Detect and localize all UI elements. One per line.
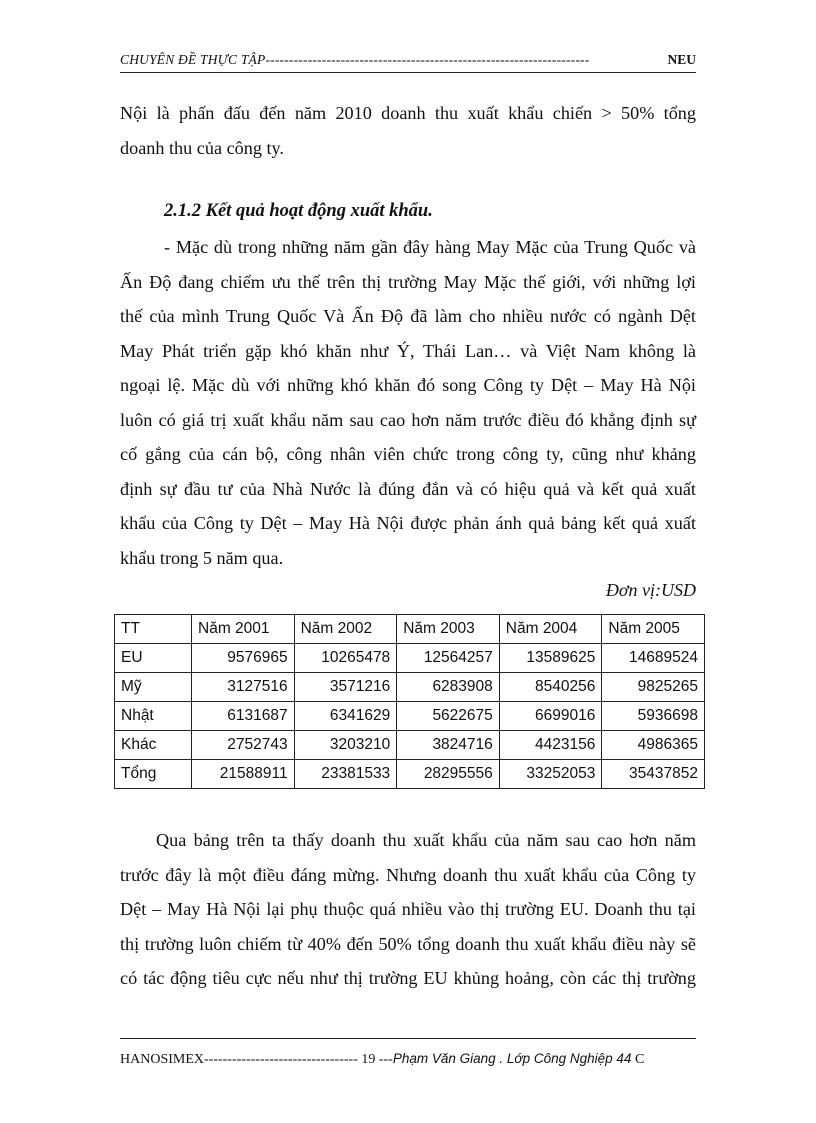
text-line: May Phát triển gặp khó khăn như Ý, Thái Lan… và Việt Nam không là bbox=[120, 340, 696, 361]
column-header: Năm 2005 bbox=[602, 615, 705, 644]
column-header: Năm 2001 bbox=[192, 615, 295, 644]
table-cell: 23381533 bbox=[294, 760, 397, 789]
column-header: TT bbox=[115, 615, 192, 644]
text-line: luôn có giá trị xuất khẩu năm sau cao hơn năm trước điều đó khẳng định sự bbox=[120, 409, 696, 430]
table-cell: 3203210 bbox=[294, 731, 397, 760]
intro-paragraph bbox=[120, 96, 696, 165]
table-cell: 4423156 bbox=[499, 731, 602, 760]
text-line: - Mặc dù trong những năm gần đây hàng May Mặc của Trung Quốc và bbox=[164, 237, 696, 257]
text-line: khẩu trong 5 năm qua. bbox=[120, 547, 284, 568]
table-cell: 6699016 bbox=[499, 702, 602, 731]
table-cell: 3127516 bbox=[192, 673, 295, 702]
footer-prefix: --- bbox=[378, 1052, 393, 1067]
table-cell: 33252053 bbox=[499, 760, 602, 789]
export-results-table bbox=[114, 614, 705, 789]
header-right: NEU bbox=[667, 52, 696, 67]
text-line: ngoại lệ. Mặc dù với những khó khăn đó song Công ty Dệt – May Hà Nội bbox=[120, 375, 696, 395]
row-label: Nhật bbox=[115, 702, 192, 731]
header-title: CHUYÊN ĐỀ THỰC TẬP--------------------------------------------------------------------- bbox=[120, 52, 590, 67]
table-cell: 3824716 bbox=[397, 731, 500, 760]
footer-company: HANOSIMEX bbox=[120, 1052, 204, 1067]
text-line: trước đây là một điều đáng mừng. Nhưng doanh thu xuất khẩu của Công ty bbox=[120, 864, 696, 885]
conclusion-paragraph bbox=[120, 823, 696, 996]
table-cell: 14689524 bbox=[602, 644, 705, 673]
page-number: 19 bbox=[361, 1052, 376, 1067]
table-cell: 5936698 bbox=[602, 702, 705, 731]
text-line: định sự đầu tư của Nhà Nước là đúng đắn và có hiệu quả và kết quả xuất bbox=[120, 478, 696, 499]
text-line: doanh thu của công ty. bbox=[120, 137, 284, 158]
footer-suffix: C bbox=[634, 1052, 645, 1067]
table-cell: 10265478 bbox=[294, 644, 397, 673]
row-label: Khác bbox=[115, 731, 192, 760]
table-cell: 6283908 bbox=[397, 673, 500, 702]
table-cell: 9576965 bbox=[192, 644, 295, 673]
column-header: Năm 2003 bbox=[397, 615, 500, 644]
table-cell: 21588911 bbox=[192, 760, 295, 789]
text-line: khẩu của Công ty Dệt – May Hà Nội được phản ánh quả bảng kết quả xuất bbox=[120, 513, 696, 533]
text-line: Dệt – May Hà Nội lại phụ thuộc quá nhiều vào thị trường EU. Doanh thu tại bbox=[120, 899, 696, 919]
table-cell: 6131687 bbox=[192, 702, 295, 731]
text-line: cố gắng của cán bộ, công nhân viên chức trong công ty, cũng như khảng bbox=[120, 444, 696, 464]
row-label: Mỹ bbox=[115, 673, 192, 702]
table-cell: 5622675 bbox=[397, 702, 500, 731]
table-cell: 3571216 bbox=[294, 673, 397, 702]
table-cell: 13589625 bbox=[499, 644, 602, 673]
unit-label: Đơn vị:USD bbox=[605, 580, 696, 600]
table-cell: 8540256 bbox=[499, 673, 602, 702]
text-line: thị trường luôn chiếm từ 40% đến 50% tổng doanh thu xuất khẩu điều này sẽ bbox=[120, 933, 696, 954]
text-line: Nội là phấn đấu đến năm 2010 doanh thu xuất khẩu chiến > 50% tổng bbox=[120, 103, 696, 123]
page-footer bbox=[120, 1038, 696, 1067]
section-paragraph bbox=[120, 230, 696, 575]
column-header: Năm 2004 bbox=[499, 615, 602, 644]
text-line: thế của mình Trung Quốc Và Ấn Độ đã làm cho nhiều nước có ngành Dệt bbox=[120, 306, 696, 326]
table-cell: 9825265 bbox=[602, 673, 705, 702]
footer-content bbox=[120, 1051, 644, 1068]
footer-author: Phạm Văn Giang . Lớp Công Nghiệp 44 bbox=[392, 1051, 632, 1066]
table-cell: 12564257 bbox=[397, 644, 500, 673]
section-heading: 2.1.2 Kết quả hoạt động xuất khẩu. bbox=[164, 201, 433, 221]
table-row bbox=[115, 644, 705, 673]
table-cell: 2752743 bbox=[192, 731, 295, 760]
table-row bbox=[115, 673, 705, 702]
text-line: Qua bảng trên ta thấy doanh thu xuất khẩu của năm sau cao hơn năm bbox=[156, 830, 696, 850]
row-label: Tổng bbox=[115, 760, 192, 789]
table-row bbox=[115, 760, 705, 789]
table-cell: 6341629 bbox=[294, 702, 397, 731]
footer-dashes: --------------------------------- bbox=[204, 1052, 358, 1067]
row-label: EU bbox=[115, 644, 192, 673]
text-line: Ấn Độ đang chiếm ưu thế trên thị trường May Mặc thế giới, với những lợi bbox=[120, 271, 696, 292]
table-row bbox=[115, 702, 705, 731]
header-dashes: --------------------------------------------------------------------- bbox=[265, 52, 590, 67]
page-header bbox=[120, 50, 696, 73]
column-header: Năm 2002 bbox=[294, 615, 397, 644]
table-cell: 4986365 bbox=[602, 731, 705, 760]
table-row bbox=[115, 731, 705, 760]
text-line: có tác động tiêu cực nếu như thị trường EU khủng hoảng, còn các thị trường bbox=[120, 968, 696, 988]
table-cell: 28295556 bbox=[397, 760, 500, 789]
table-cell: 35437852 bbox=[602, 760, 705, 789]
table-header-row bbox=[115, 615, 705, 644]
